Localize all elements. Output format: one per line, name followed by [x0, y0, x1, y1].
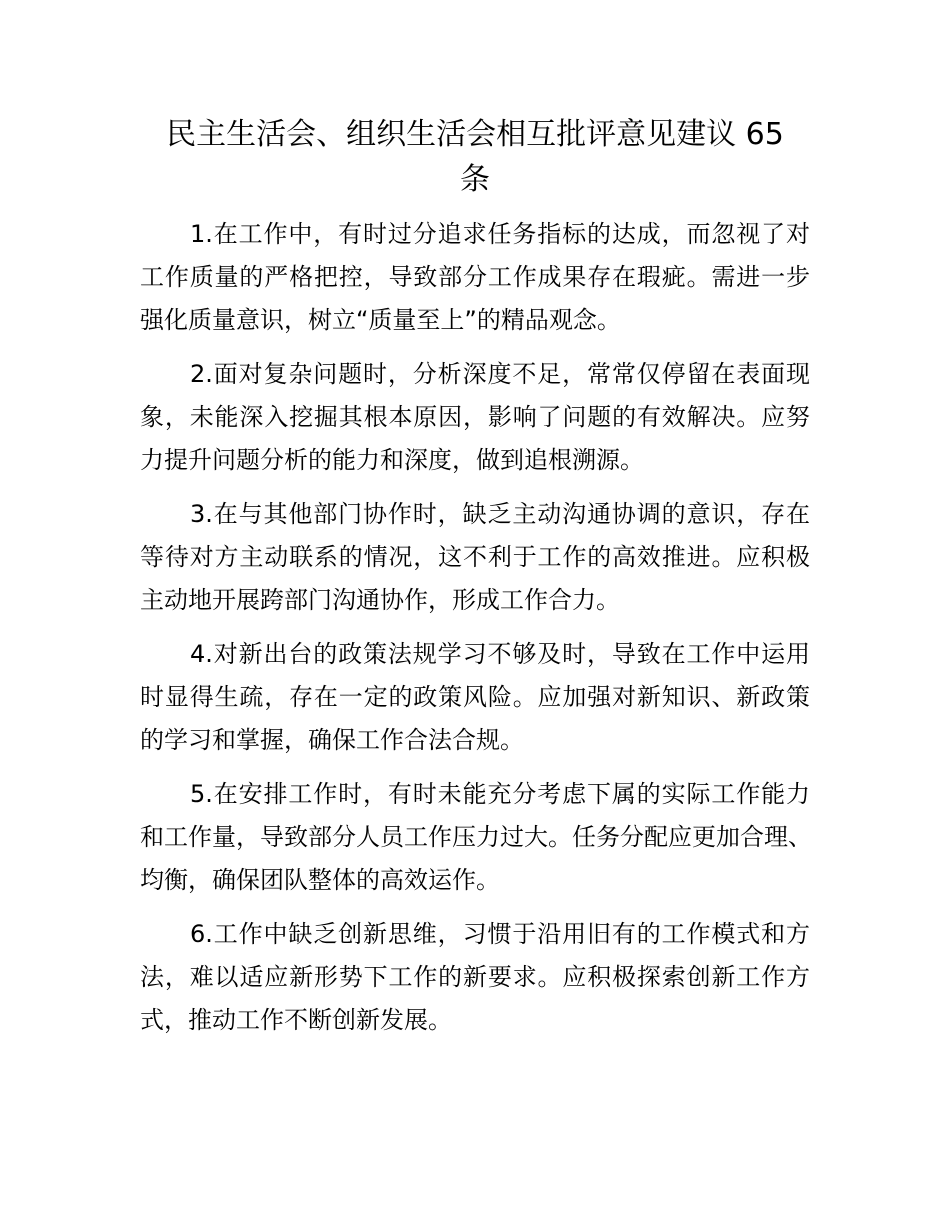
- title-line: 民主生活会、组织生活会相互批评意见建议 65: [166, 117, 784, 152]
- paragraph-line: 6.工作中缺乏创新思维，习惯于沿用旧有的工作模式和方: [190, 920, 810, 948]
- paragraph-line: 3.在与其他部门协作时，缺乏主动沟通协调的意识，存在: [190, 500, 810, 528]
- paragraph-line: 时显得生疏，存在一定的政策风险。应加强对新知识、新政策: [140, 683, 810, 711]
- paragraph-line: 式，推动工作不断创新发展。: [140, 1006, 452, 1034]
- paragraph-line: 法，难以适应新形势下工作的新要求。应积极探索创新工作方: [140, 963, 810, 991]
- paragraph-line: 2.面对复杂问题时，分析深度不足，常常仅停留在表面现: [190, 360, 810, 388]
- paragraph-line: 强化质量意识，树立“质量至上”的精品观念。: [140, 306, 621, 334]
- paragraph-line: 的学习和掌握，确保工作合法合规。: [140, 726, 524, 754]
- paragraph-line: 主动地开展跨部门沟通协作，形成工作合力。: [140, 586, 620, 614]
- paragraph-line: 和工作量，导致部分人员工作压力过大。任务分配应更加合理、: [140, 823, 812, 851]
- paragraph-line: 力提升问题分析的能力和深度，做到追根溯源。: [140, 446, 644, 474]
- paragraph-line: 均衡，确保团队整体的高效运作。: [140, 866, 500, 894]
- paragraph-2: [140, 353, 810, 482]
- title-line: 条: [460, 162, 490, 197]
- paragraph-3: [140, 493, 810, 622]
- paragraph-line: 4.对新出台的政策法规学习不够及时，导致在工作中运用: [190, 640, 810, 668]
- paragraph-line: 等待对方主动联系的情况，这不利于工作的高效推进。应积极: [140, 543, 810, 571]
- paragraph-line: 工作质量的严格把控，导致部分工作成果存在瑕疵。需进一步: [140, 263, 810, 291]
- paragraph-4: [140, 633, 810, 762]
- document-body: [140, 213, 810, 1053]
- paragraph-1: [140, 213, 810, 342]
- paragraph-5: [140, 773, 810, 902]
- paragraph-line: 5.在安排工作时，有时未能充分考虑下属的实际工作能力: [190, 780, 810, 808]
- document-title: [140, 112, 810, 202]
- paragraph-6: [140, 913, 810, 1042]
- paragraph-line: 象，未能深入挖掘其根本原因，影响了问题的有效解决。应努: [140, 403, 810, 431]
- paragraph-line: 1.在工作中，有时过分追求任务指标的达成，而忽视了对: [190, 220, 810, 248]
